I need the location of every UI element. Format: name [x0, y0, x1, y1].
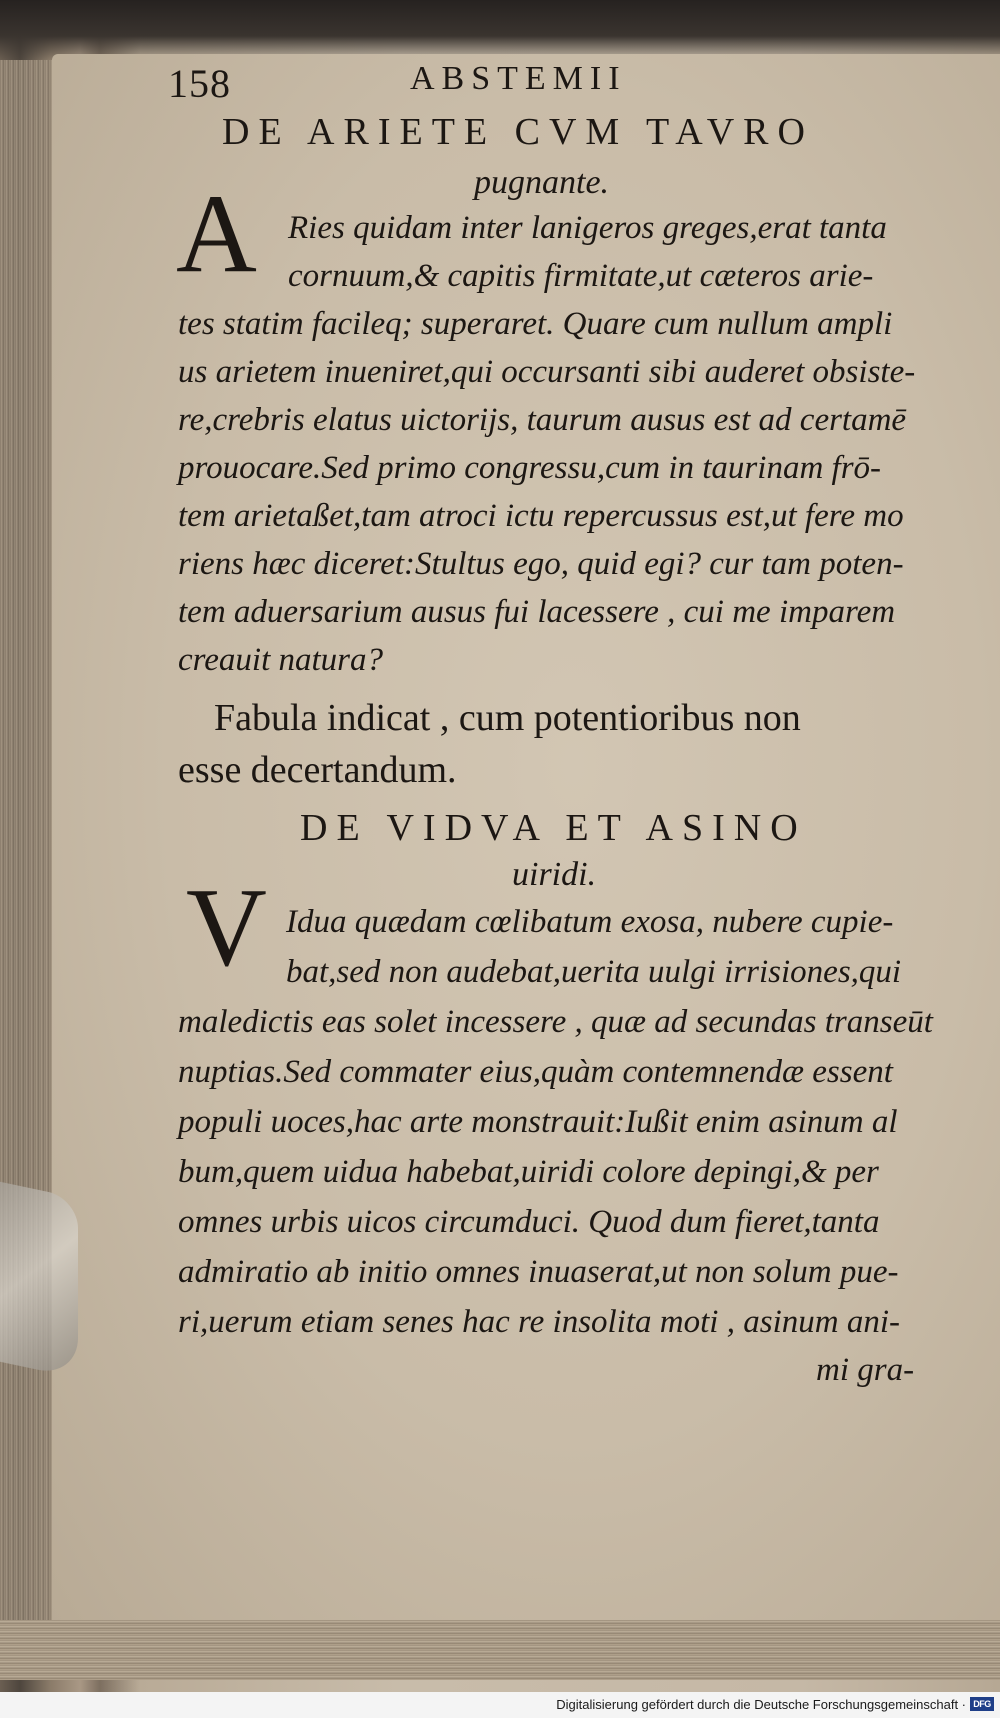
book-bottom-edge: [0, 1620, 1000, 1680]
fable-2-line: nuptias.Sed commater eius,quàm contemnendæ essent: [178, 1054, 893, 1090]
fable-1-title-cont: pugnante.: [474, 164, 610, 201]
fable-1-initial: A: [176, 172, 257, 296]
fable-2-line: populi uoces,hac arte monstrauit:Iußit enim asinum al: [178, 1104, 898, 1140]
fable-2-initial: V: [186, 866, 267, 990]
page-number: 158: [168, 61, 231, 106]
fable-2-line: omnes urbis uicos circumduci. Quod dum fieret,tanta: [178, 1204, 880, 1240]
running-head: ABSTEMII: [410, 60, 627, 97]
page-clip: [0, 1182, 78, 1379]
fable-1-title: DE ARIETE CVM TAVRO: [222, 111, 814, 153]
fable-1-line: tem aduersarium ausus fui lacessere , cui me imparem: [178, 594, 896, 630]
fable-2-catchword: mi gra-: [816, 1352, 915, 1388]
fable-2-line: maledictis eas solet incessere , quæ ad secundas transeūt: [178, 1004, 933, 1040]
fable-1-line: tem arietaßet,tam atroci ictu repercussus est,ut fere mo: [178, 498, 904, 534]
fable-1-line: re,crebris elatus uictorijs, taurum ausus est ad certamē: [178, 402, 907, 438]
fable-1-line: tes statim facileq; superaret. Quare cum nullum ampli: [178, 306, 893, 342]
scan-top-shadow: [0, 0, 1000, 60]
footer-credit: Digitalisierung gefördert durch die Deutsche Forschungsgemeinschaft ·: [556, 1697, 966, 1712]
fable-2-line: Idua quædam cœlibatum exosa, nubere cupie-: [286, 904, 894, 940]
fable-2-line: admiratio ab initio omnes inuaserat,ut non solum pue-: [178, 1254, 899, 1290]
fable-1-line: prouocare.Sed primo congressu,cum in taurinam frō-: [178, 450, 882, 486]
fable-2-title-cont: uiridi.: [512, 856, 597, 893]
fable-1-line: us arietem inueniret,qui occursanti sibi auderet obsiste-: [178, 354, 916, 390]
fable-2-line: bat,sed non audebat,uerita uulgi irrisiones,qui: [286, 954, 902, 990]
fable-1-moral: Fabula indicat , cum potentioribus non: [214, 697, 801, 739]
fable-1-line: creauit natura?: [178, 642, 384, 678]
dfg-logo-icon: DFG: [970, 1697, 994, 1711]
fable-1-line: riens hæc diceret:Stultus ego, quid egi? cur tam poten-: [178, 546, 904, 582]
fable-1-line: Ries quidam inter lanigeros greges,erat tanta: [288, 210, 887, 246]
fable-2-title: DE VIDVA ET ASINO: [300, 807, 807, 849]
fable-2-line: ri,uerum etiam senes hac re insolita moti , asinum ani-: [178, 1304, 900, 1340]
fable-1-moral: esse decertandum.: [178, 749, 457, 791]
fable-2-line: bum,quem uidua habebat,uiridi colore depingi,& per: [178, 1154, 879, 1190]
fable-1-line: cornuum,& capitis firmitate,ut cæteros arie-: [288, 258, 874, 294]
